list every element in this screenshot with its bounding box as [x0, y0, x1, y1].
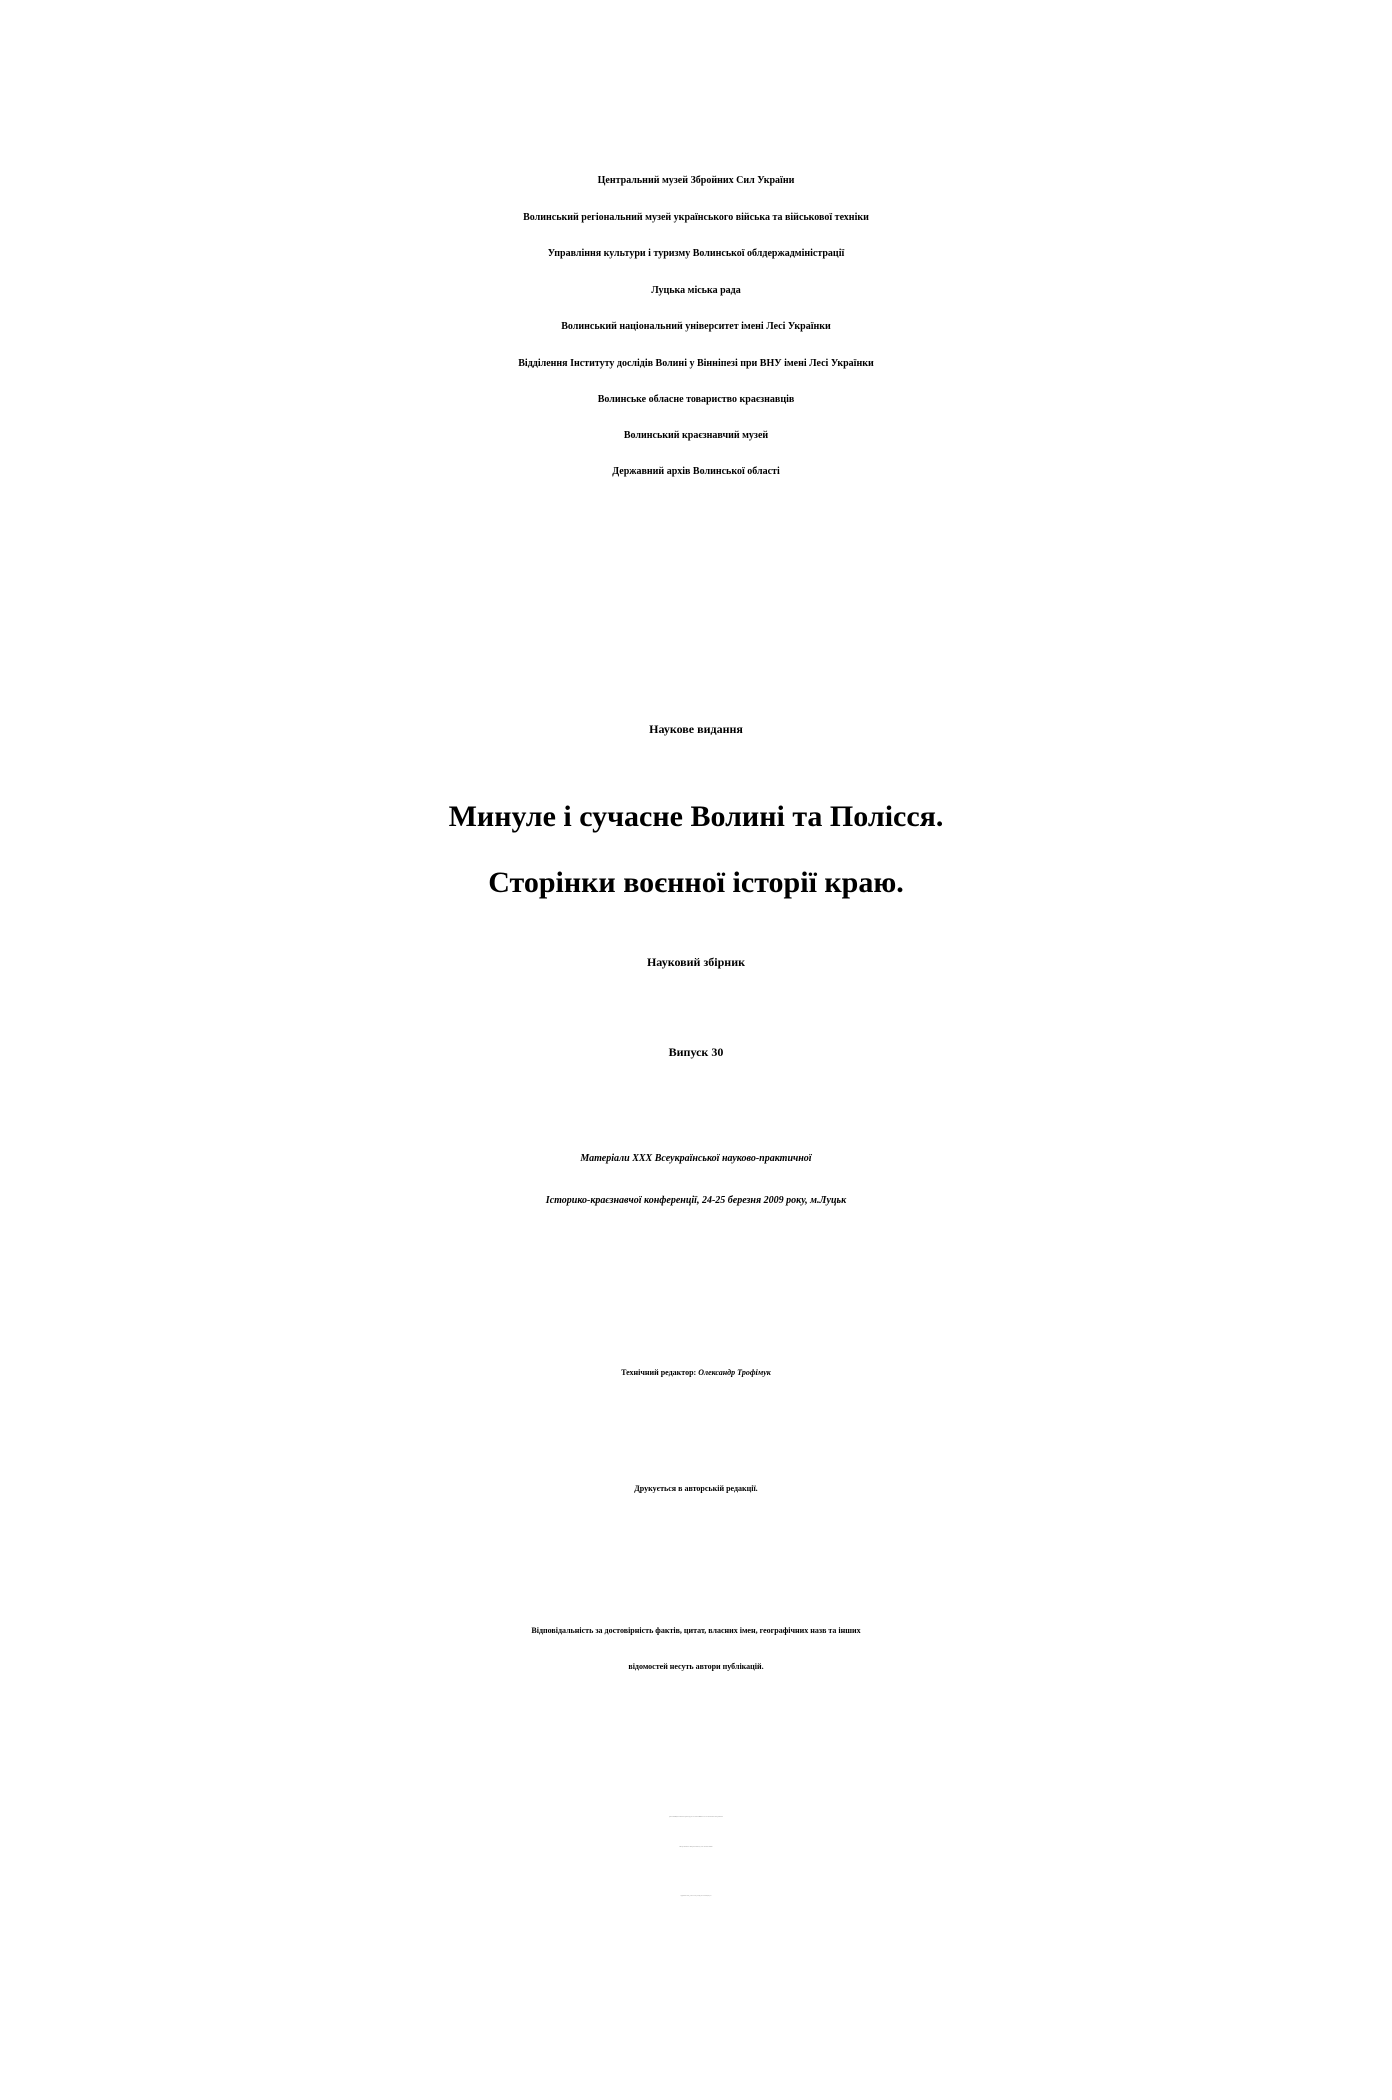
printer-line: Віддруковано на МП „Пульс". 43000, м.Луцьк, вул.Б.Хмельницького,3/9.: [680, 1896, 712, 1897]
org-line: Луцька міська рада: [651, 285, 741, 296]
org-line: Волинський регіональний музей українського війська та військової техніки: [523, 212, 869, 223]
editor-name: Олександр Трофімук: [698, 1368, 771, 1377]
imprint-line-1: Здано на виробництво 27.02.2009 р.Підписано до друку 16.03.2009 р. Формат 60 х 68 1/8. Гарнітура Times. Папір друкарський.: [669, 1817, 723, 1818]
org-line: Волинське обласне товариство краєзнавців: [597, 394, 795, 405]
org-line: Управління культури і туризму Волинської облдержадміністрації: [547, 248, 845, 259]
print-note: Друкується в авторській редакції.: [634, 1484, 758, 1493]
publication-kind: Наукове видання: [649, 722, 743, 736]
org-line: Центральний музей Збройних Сил України: [597, 175, 795, 186]
technical-editor: [0, 1368, 1392, 1377]
editor-label: Технічний редактор:: [621, 1368, 697, 1377]
responsibility-line-2: відомостей несуть автори публікацій.: [628, 1662, 764, 1671]
org-line: Державний архів Волинської області: [612, 466, 780, 477]
responsibility-line-1: Відповідальність за достовірність фактів, цитат, власних імен, географічних назв та інших: [531, 1626, 861, 1635]
materials-line-2: Історико-краєзнавчої конференції, 24-25 березня 2009 року, м.Луцьк: [545, 1195, 847, 1206]
collection-label: Науковий збірник: [646, 955, 746, 969]
imprint-line-2: Обл.-вид. аркушів 80.9. Накладом 300 прим. Вид. №369. Ціна вільна. Замовне.: [679, 1847, 713, 1848]
issue-number: Випуск 30: [668, 1045, 724, 1059]
org-line: Волинський краєзнавчий музей: [623, 430, 769, 441]
title-line-2: Сторінки воєнної історії краю.: [488, 866, 904, 899]
org-line: Відділення Інституту дослідів Волині у Вінніпезі при ВНУ імені Лесі Українки: [518, 358, 874, 369]
org-line: Волинський національний університет імені Лесі Українки: [561, 321, 831, 332]
materials-line-1: Матеріали XXX Всеукраїнської науково-практичної: [580, 1153, 812, 1164]
title-line-1: Минуле і сучасне Волині та Полісся.: [448, 800, 944, 833]
